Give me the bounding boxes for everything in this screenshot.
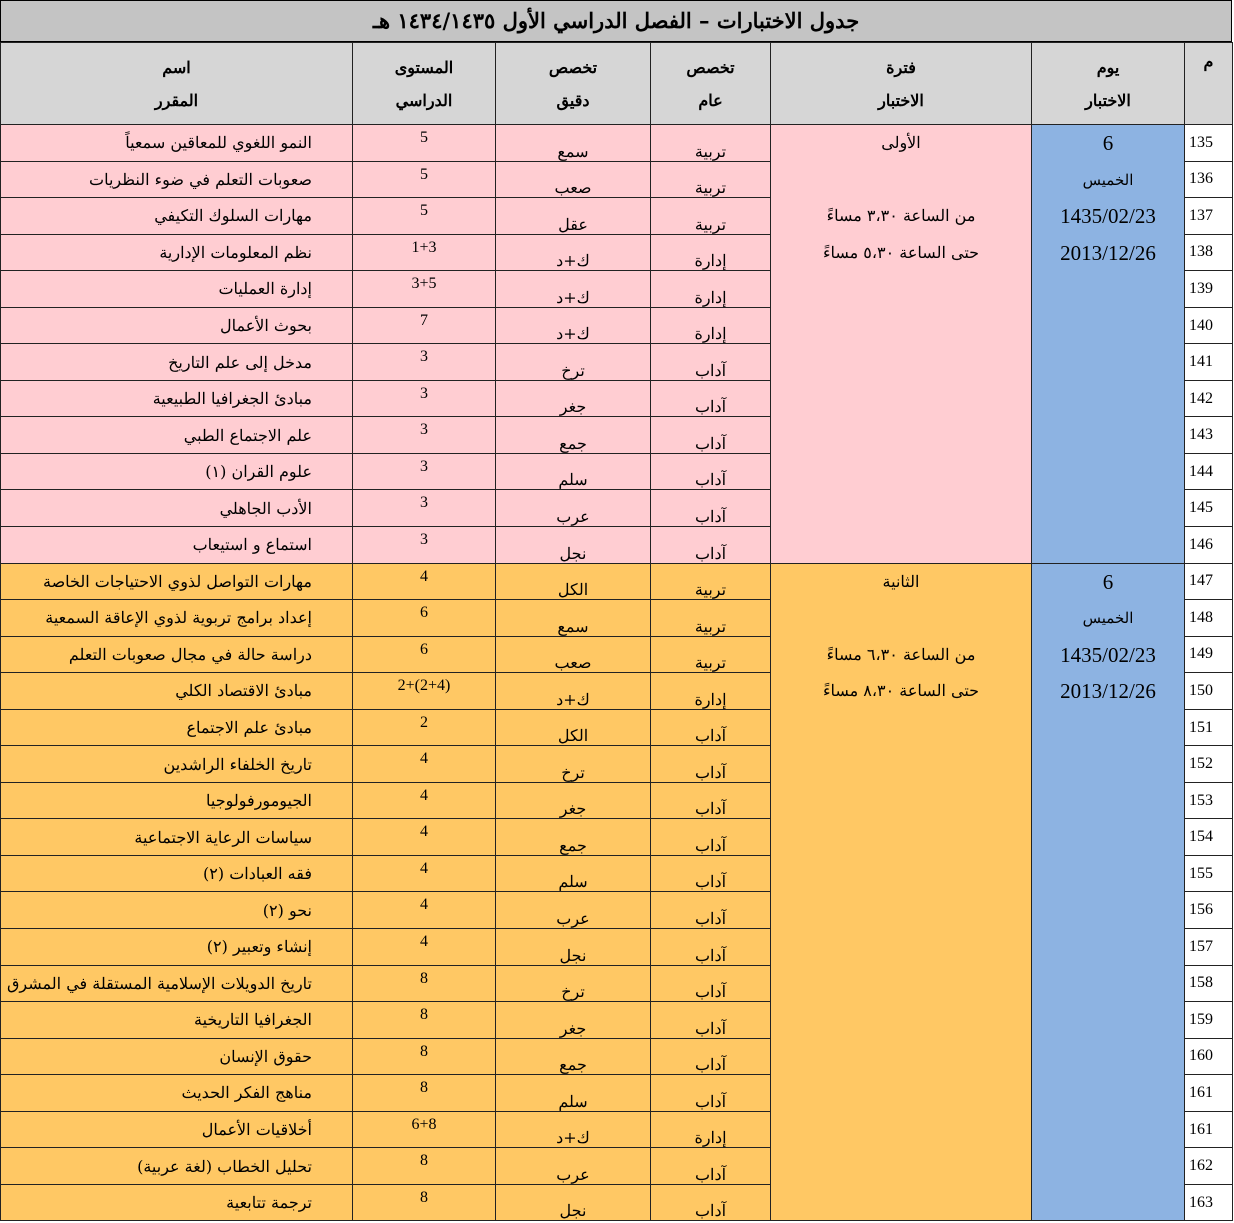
- level-cell: 8: [353, 965, 496, 1002]
- level-cell: 4: [353, 855, 496, 892]
- header-general-specialty: تخصص عام: [651, 43, 771, 125]
- course-name-cell: إدارة العمليات: [1, 271, 353, 308]
- general-specialty-cell: آداب: [651, 1075, 771, 1112]
- general-specialty-cell: آداب: [651, 380, 771, 417]
- exam-period-cell: [771, 125, 1032, 564]
- general-specialty-cell: آداب: [651, 855, 771, 892]
- row-number-cell: 158: [1185, 965, 1233, 1002]
- general-specialty-cell: آداب: [651, 746, 771, 783]
- level-cell: 6: [353, 636, 496, 673]
- sub-specialty-cell: جغر: [496, 782, 651, 819]
- level-cell: 5: [353, 198, 496, 235]
- course-name-cell: الجغرافيا التاريخية: [1, 1002, 353, 1039]
- general-specialty-cell: آداب: [651, 1002, 771, 1039]
- sub-specialty-cell: جمع: [496, 819, 651, 856]
- course-name-cell: حقوق الإنسان: [1, 1038, 353, 1075]
- general-specialty-cell: آداب: [651, 709, 771, 746]
- level-cell: 3: [353, 344, 496, 381]
- row-number-cell: 135: [1185, 125, 1233, 162]
- sub-specialty-cell: ك+د: [496, 307, 651, 344]
- course-name-cell: تاريخ الدويلات الإسلامية المستقلة في المشرق: [1, 965, 353, 1002]
- exam-period-line: [771, 600, 1031, 637]
- course-name-cell: إنشاء وتعبير (٢): [1, 929, 353, 966]
- exam-day-cell: [1032, 563, 1185, 1221]
- course-name-cell: مدخل إلى علم التاريخ: [1, 344, 353, 381]
- level-cell: 8: [353, 1075, 496, 1112]
- row-number-cell: 138: [1185, 234, 1233, 271]
- exam-day-line: 2013/12/26: [1060, 679, 1156, 704]
- row-number-cell: 160: [1185, 1038, 1233, 1075]
- exam-period-line: حتى الساعة ٥،٣٠ مساءً: [822, 242, 980, 262]
- level-cell: 1+3: [353, 234, 496, 271]
- level-cell: 3: [353, 490, 496, 527]
- general-specialty-cell: إدارة: [651, 307, 771, 344]
- header-exam-period: فترة الاختبار: [771, 43, 1032, 125]
- general-specialty-cell: آداب: [651, 1148, 771, 1185]
- course-name-cell: ترجمة تتابعية: [1, 1184, 353, 1221]
- sub-specialty-cell: جغر: [496, 380, 651, 417]
- general-specialty-cell: تربية: [651, 198, 771, 235]
- row-number-cell: 154: [1185, 819, 1233, 856]
- exam-period-cell: [771, 563, 1032, 1221]
- row-number-cell: 137: [1185, 198, 1233, 235]
- general-specialty-cell: إدارة: [651, 673, 771, 710]
- general-specialty-cell: آداب: [651, 965, 771, 1002]
- general-specialty-cell: آداب: [651, 1184, 771, 1221]
- row-number-cell: 142: [1185, 380, 1233, 417]
- exam-day-line: 6: [1102, 131, 1114, 155]
- exam-day-line: 1435/02/23: [1060, 642, 1156, 667]
- course-name-cell: إعداد برامج تربوية لذوي الإعاقة السمعية: [1, 600, 353, 637]
- exam-period-line: من الساعة ٦،٣٠ مساءً: [826, 644, 976, 664]
- course-name-cell: مهارات السلوك التكيفي: [1, 198, 353, 235]
- general-specialty-cell: آداب: [651, 1038, 771, 1075]
- header-sub-specialty: تخصص دقيق: [496, 43, 651, 125]
- sub-specialty-cell: صعب: [496, 161, 651, 198]
- row-number-cell: 156: [1185, 892, 1233, 929]
- page-title: جدول الاختبارات – الفصل الدراسي الأول ١٤٣٤/١٤٣٥ هـ: [0, 0, 1232, 42]
- general-specialty-cell: آداب: [651, 929, 771, 966]
- sub-specialty-cell: نجل: [496, 929, 651, 966]
- sub-specialty-cell: ك+د: [496, 673, 651, 710]
- table-row: [1, 563, 1233, 600]
- course-name-cell: مناهج الفكر الحديث: [1, 1075, 353, 1112]
- sub-specialty-cell: عقل: [496, 198, 651, 235]
- exam-period-line: [771, 162, 1031, 199]
- level-cell: 8: [353, 1038, 496, 1075]
- row-number-cell: 161: [1185, 1111, 1233, 1148]
- general-specialty-cell: تربية: [651, 161, 771, 198]
- level-cell: 8: [353, 1002, 496, 1039]
- header-row: [1, 43, 1233, 125]
- course-name-cell: مبادئ علم الاجتماع: [1, 709, 353, 746]
- course-name-cell: سياسات الرعاية الاجتماعية: [1, 819, 353, 856]
- level-cell: 4: [353, 929, 496, 966]
- course-name-cell: فقه العبادات (٢): [1, 855, 353, 892]
- course-name-cell: استماع و استيعاب: [1, 527, 353, 564]
- course-name-cell: نظم المعلومات الإدارية: [1, 234, 353, 271]
- general-specialty-cell: إدارة: [651, 1111, 771, 1148]
- level-cell: 4: [353, 782, 496, 819]
- exam-period-line: من الساعة ٣،٣٠ مساءً: [826, 206, 976, 226]
- course-name-cell: تحليل الخطاب (لغة عربية): [1, 1148, 353, 1185]
- level-cell: 7: [353, 307, 496, 344]
- sub-specialty-cell: ك+د: [496, 234, 651, 271]
- row-number-cell: 157: [1185, 929, 1233, 966]
- level-cell: 8: [353, 1148, 496, 1185]
- table-row: [1, 125, 1233, 162]
- level-cell: 3: [353, 417, 496, 454]
- row-number-cell: 162: [1185, 1148, 1233, 1185]
- row-number-cell: 145: [1185, 490, 1233, 527]
- sub-specialty-cell: ك+د: [496, 1111, 651, 1148]
- sub-specialty-cell: ترخ: [496, 344, 651, 381]
- level-cell: 2+(2+4): [353, 673, 496, 710]
- sub-specialty-cell: ك+د: [496, 271, 651, 308]
- row-number-cell: 146: [1185, 527, 1233, 564]
- row-number-cell: 143: [1185, 417, 1233, 454]
- exam-period-line: الثانية: [882, 571, 920, 591]
- sub-specialty-cell: سلم: [496, 1075, 651, 1112]
- general-specialty-cell: آداب: [651, 417, 771, 454]
- general-specialty-cell: آداب: [651, 527, 771, 564]
- course-name-cell: الأدب الجاهلي: [1, 490, 353, 527]
- general-specialty-cell: آداب: [651, 819, 771, 856]
- sub-specialty-cell: الكل: [496, 563, 651, 600]
- sub-specialty-cell: عرب: [496, 490, 651, 527]
- level-cell: 3+5: [353, 271, 496, 308]
- row-number-cell: 140: [1185, 307, 1233, 344]
- sub-specialty-cell: ترخ: [496, 746, 651, 783]
- course-name-cell: بحوث الأعمال: [1, 307, 353, 344]
- level-cell: 2: [353, 709, 496, 746]
- header-row-number: م: [1185, 43, 1233, 125]
- general-specialty-cell: آداب: [651, 782, 771, 819]
- sub-specialty-cell: نجل: [496, 527, 651, 564]
- level-cell: 5: [353, 125, 496, 162]
- sub-specialty-cell: الكل: [496, 709, 651, 746]
- sub-specialty-cell: جمع: [496, 417, 651, 454]
- course-name-cell: مهارات التواصل لذوي الاحتياجات الخاصة: [1, 563, 353, 600]
- exam-period-line: الأولى: [881, 133, 921, 152]
- sub-specialty-cell: صعب: [496, 636, 651, 673]
- level-cell: 6+8: [353, 1111, 496, 1148]
- exam-period-line: حتى الساعة ٨،٣٠ مساءً: [822, 681, 980, 701]
- general-specialty-cell: آداب: [651, 344, 771, 381]
- row-number-cell: 147: [1185, 563, 1233, 600]
- general-specialty-cell: تربية: [651, 600, 771, 637]
- level-cell: 3: [353, 527, 496, 564]
- row-number-cell: 153: [1185, 782, 1233, 819]
- sub-specialty-cell: سلم: [496, 453, 651, 490]
- exam-day-line: 1435/02/23: [1060, 204, 1156, 229]
- course-name-cell: النمو اللغوي للمعاقين سمعياً: [1, 125, 353, 162]
- row-number-cell: 150: [1185, 673, 1233, 710]
- general-specialty-cell: آداب: [651, 892, 771, 929]
- sub-specialty-cell: نجل: [496, 1184, 651, 1221]
- course-name-cell: تاريخ الخلفاء الراشدين: [1, 746, 353, 783]
- level-cell: 4: [353, 892, 496, 929]
- general-specialty-cell: آداب: [651, 453, 771, 490]
- sub-specialty-cell: سمع: [496, 125, 651, 162]
- level-cell: 8: [353, 1184, 496, 1221]
- general-specialty-cell: تربية: [651, 563, 771, 600]
- header-exam-day: يوم الاختبار: [1032, 43, 1185, 125]
- row-number-cell: 152: [1185, 746, 1233, 783]
- general-specialty-cell: تربية: [651, 636, 771, 673]
- row-number-cell: 148: [1185, 600, 1233, 637]
- row-number-cell: 155: [1185, 855, 1233, 892]
- course-name-cell: علوم القران (١): [1, 453, 353, 490]
- course-name-cell: الجيومورفولوجيا: [1, 782, 353, 819]
- exam-day-line: 6: [1102, 569, 1114, 594]
- exam-day-line: الخميس: [1082, 609, 1134, 628]
- level-cell: 5: [353, 161, 496, 198]
- header-course-name: اسم المقرر: [1, 43, 353, 125]
- row-number-cell: 161: [1185, 1075, 1233, 1112]
- row-number-cell: 136: [1185, 161, 1233, 198]
- general-specialty-cell: إدارة: [651, 271, 771, 308]
- sub-specialty-cell: ترخ: [496, 965, 651, 1002]
- course-name-cell: نحو (٢): [1, 892, 353, 929]
- row-number-cell: 151: [1185, 709, 1233, 746]
- course-name-cell: دراسة حالة في مجال صعوبات التعلم: [1, 636, 353, 673]
- schedule-table: [0, 42, 1233, 1221]
- course-name-cell: أخلاقيات الأعمال: [1, 1111, 353, 1148]
- sub-specialty-cell: سمع: [496, 600, 651, 637]
- row-number-cell: 144: [1185, 453, 1233, 490]
- level-cell: 3: [353, 380, 496, 417]
- sub-specialty-cell: سلم: [496, 855, 651, 892]
- row-number-cell: 141: [1185, 344, 1233, 381]
- row-number-cell: 139: [1185, 271, 1233, 308]
- general-specialty-cell: إدارة: [651, 234, 771, 271]
- level-cell: 4: [353, 819, 496, 856]
- row-number-cell: 159: [1185, 1002, 1233, 1039]
- level-cell: 3: [353, 453, 496, 490]
- sub-specialty-cell: عرب: [496, 1148, 651, 1185]
- header-level: المستوى الدراسي: [353, 43, 496, 125]
- exam-day-cell: [1032, 125, 1185, 564]
- course-name-cell: مبادئ الاقتصاد الكلي: [1, 673, 353, 710]
- sub-specialty-cell: عرب: [496, 892, 651, 929]
- row-number-cell: 163: [1185, 1184, 1233, 1221]
- course-name-cell: علم الاجتماع الطبي: [1, 417, 353, 454]
- level-cell: 6: [353, 600, 496, 637]
- exam-day-line: 2013/12/26: [1060, 240, 1156, 265]
- level-cell: 4: [353, 746, 496, 783]
- general-specialty-cell: آداب: [651, 490, 771, 527]
- row-number-cell: 149: [1185, 636, 1233, 673]
- level-cell: 4: [353, 563, 496, 600]
- course-name-cell: صعوبات التعلم في ضوء النظريات: [1, 161, 353, 198]
- sub-specialty-cell: جغر: [496, 1002, 651, 1039]
- sub-specialty-cell: جمع: [496, 1038, 651, 1075]
- exam-day-line: الخميس: [1082, 170, 1134, 189]
- course-name-cell: مبادئ الجغرافيا الطبيعية: [1, 380, 353, 417]
- general-specialty-cell: تربية: [651, 125, 771, 162]
